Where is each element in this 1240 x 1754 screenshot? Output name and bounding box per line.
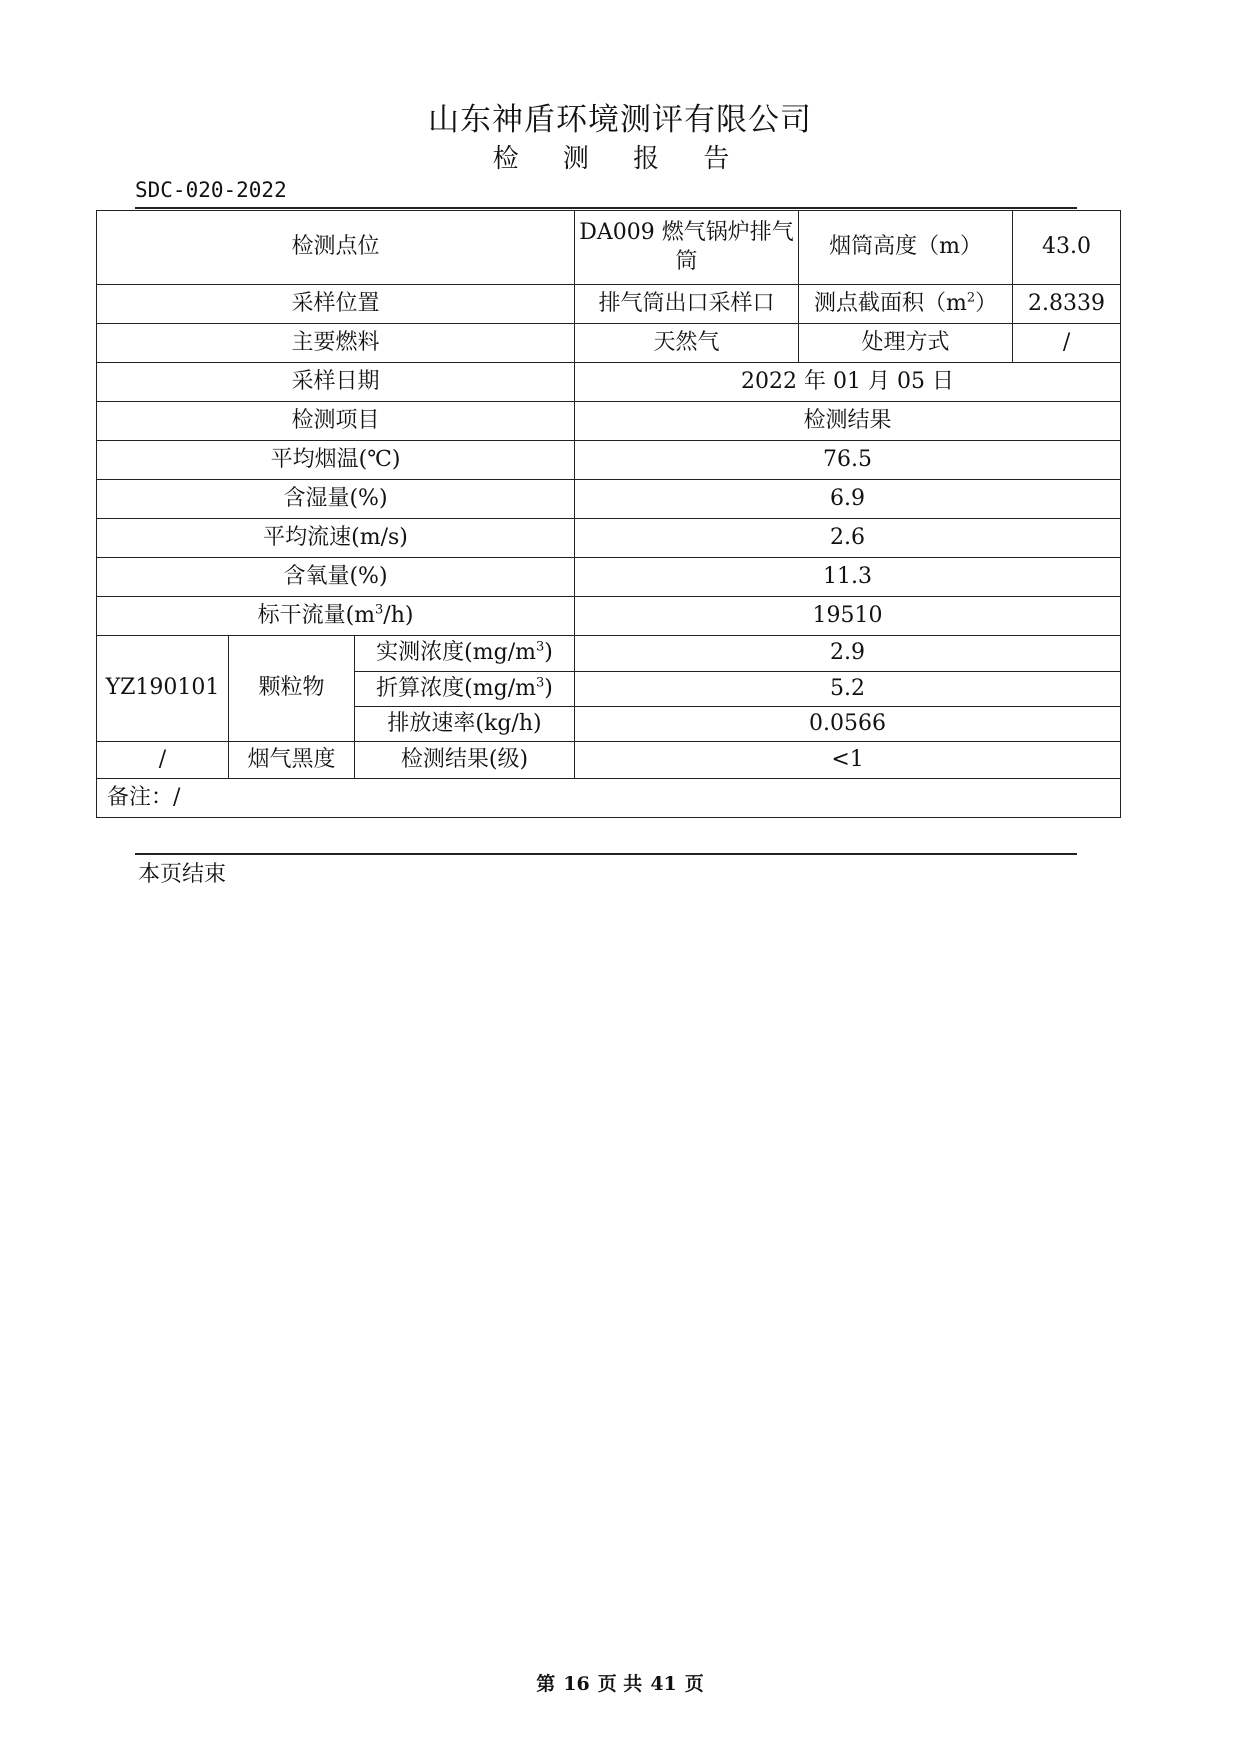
fuel-value: 天然气 xyxy=(575,324,799,363)
table-row xyxy=(97,441,1121,480)
report-table xyxy=(96,210,1121,818)
row-value: 6.9 xyxy=(575,480,1121,519)
total-pages: 41 xyxy=(650,1673,677,1695)
row-value: 76.5 xyxy=(575,441,1121,480)
pm-code: YZ190101 xyxy=(97,636,229,742)
date-label: 采样日期 xyxy=(97,363,575,402)
point-label: 检测点位 xyxy=(97,211,575,285)
position-label: 采样位置 xyxy=(97,285,575,324)
fuel-label: 主要燃料 xyxy=(97,324,575,363)
remark: 备注：/ xyxy=(97,779,1121,818)
page-number: 16 xyxy=(563,1673,590,1695)
pm-rate-label: 排放速率(kg/h) xyxy=(355,707,575,742)
area-value: 2.8339 xyxy=(1013,285,1121,324)
end-divider xyxy=(135,853,1077,855)
treatment-value: / xyxy=(1013,324,1121,363)
pm-measured-label: 实测浓度$(mg/m^3)$ xyxy=(355,636,575,672)
footer-prefix: 第 xyxy=(536,1673,556,1695)
stack-height-value: 43.0 xyxy=(1013,211,1121,285)
report-title: 检 测 报 告 xyxy=(492,144,748,174)
end-note: 本页结束 xyxy=(138,862,227,887)
header-divider xyxy=(135,207,1077,209)
result-header: 检测结果 xyxy=(575,402,1121,441)
flow-value: 19510 xyxy=(575,597,1121,636)
row-value: 2.6 xyxy=(575,519,1121,558)
page-footer xyxy=(0,1669,1240,1696)
table-row xyxy=(97,480,1121,519)
footer-suffix: 页 xyxy=(684,1673,704,1695)
smoke-name: 烟气黑度 xyxy=(229,742,355,779)
row-label: 含氧量(%) xyxy=(97,558,575,597)
smoke-result-value: <1 xyxy=(575,742,1121,779)
company-name: 山东神盾环境测评有限公司 xyxy=(428,102,812,138)
row-label: 平均流速(m/s) xyxy=(97,519,575,558)
pm-measured-value: 2.9 xyxy=(575,636,1121,672)
pm-converted-label: 折算浓度$(mg/m^3)$ xyxy=(355,672,575,707)
treatment-label: 处理方式 xyxy=(799,324,1013,363)
smoke-code: / xyxy=(97,742,229,779)
footer-middle: 页 共 xyxy=(597,1673,643,1695)
row-label: 含湿量(%) xyxy=(97,480,575,519)
pm-name: 颗粒物 xyxy=(229,636,355,742)
table-row xyxy=(97,558,1121,597)
row-label: 平均烟温(℃) xyxy=(97,441,575,480)
pm-converted-value: 5.2 xyxy=(575,672,1121,707)
area-label: 测点截面积$(m^2)$ xyxy=(799,285,1013,324)
row-value: 11.3 xyxy=(575,558,1121,597)
pm-rate-value: 0.0566 xyxy=(575,707,1121,742)
point-value: DA009 燃气锅炉排气筒 xyxy=(575,211,799,285)
table-row xyxy=(97,519,1121,558)
position-value: 排气筒出口采样口 xyxy=(575,285,799,324)
flow-label: 标干流量$(m^3/h)$ xyxy=(97,597,575,636)
smoke-result-label: 检测结果(级) xyxy=(355,742,575,779)
item-header: 检测项目 xyxy=(97,402,575,441)
document-number: SDC-020-2022 xyxy=(135,178,287,202)
date-value: 2022 年 01 月 05 日 xyxy=(575,363,1121,402)
stack-height-label: 烟筒高度（m） xyxy=(799,211,1013,285)
